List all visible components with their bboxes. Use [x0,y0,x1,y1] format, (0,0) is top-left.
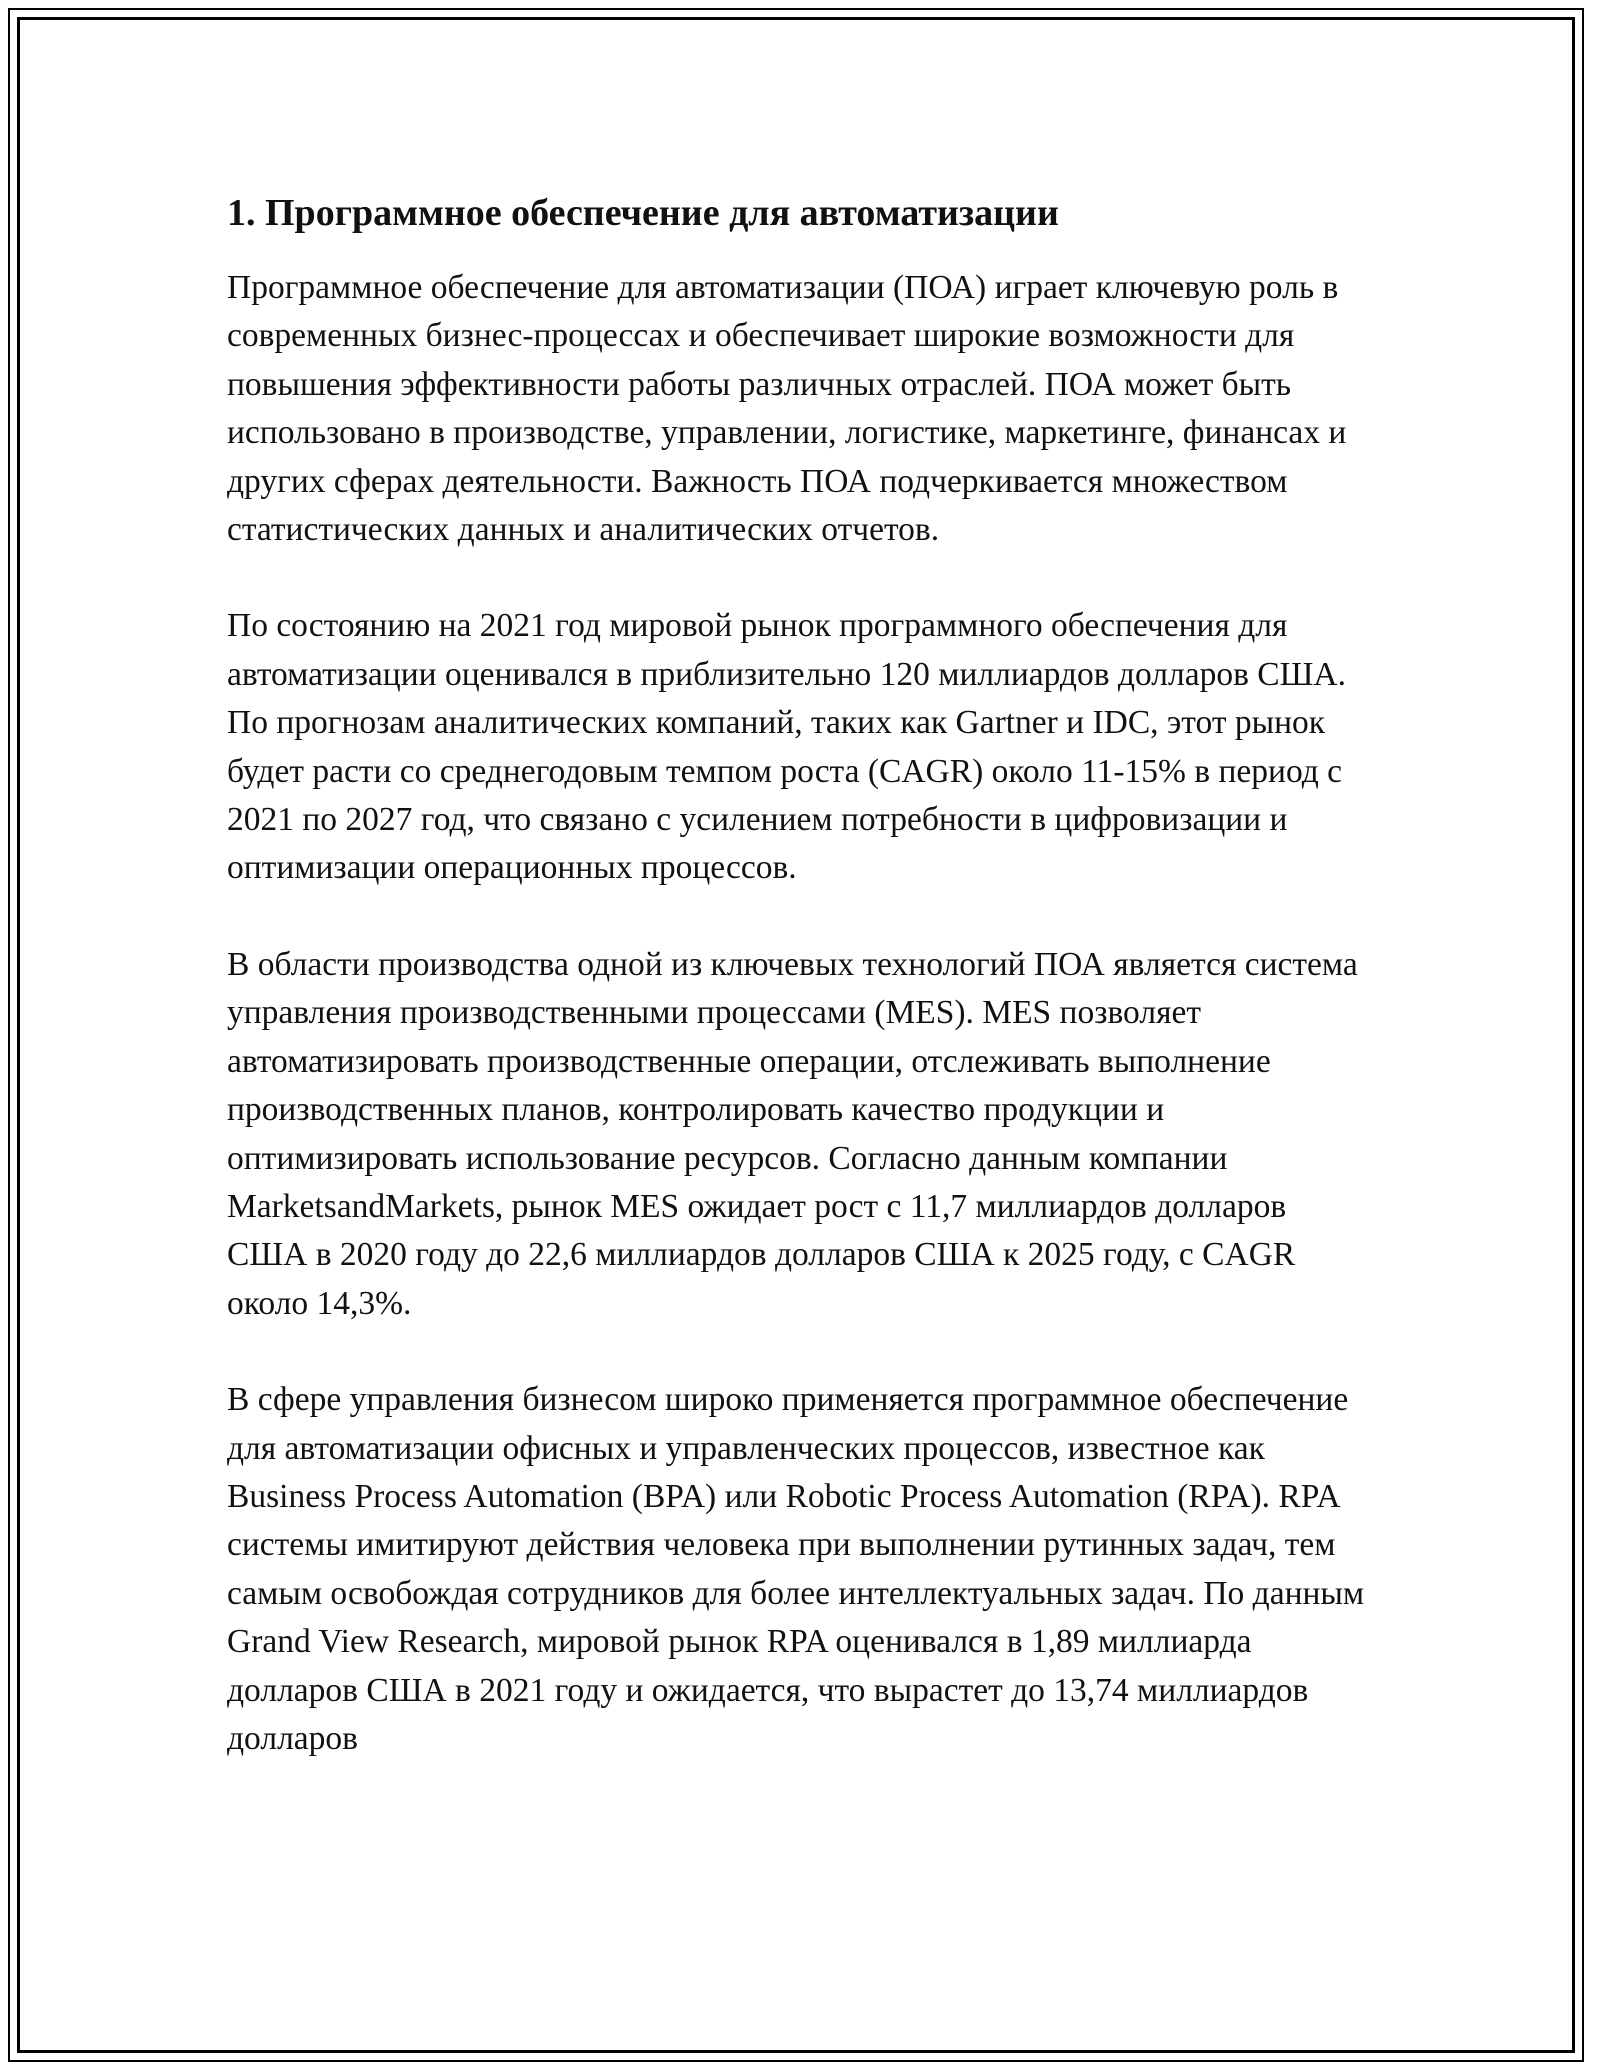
paragraph-rpa: В сфере управления бизнесом широко применяется программное обеспечение для автоматизации офисных и управленческих процессов, известное как Business Process Automation (BPA) или Robotic Process Automation (RPA). RPA системы имитируют действия человека при выполнении рутинных задач, тем самым освобождая сотрудников для более интеллектуальных задач. По данным Grand View Research, мировой рынок RPA оценивался в 1,89 миллиарда долларов США в 2021 году и ожидается, что вырастет до 13,74 миллиардов долларов [227,1381,1365,1757]
section-heading: 1. Программное обеспечение для автоматизации [227,192,1059,234]
paragraph-intro: Программное обеспечение для автоматизации (ПОА) играет ключевую роль в современных бизнес-процессах и обеспечивает широкие возможности для повышения эффективности работы различных отраслей. ПОА может быть использовано в производстве, управлении, логистике, маркетинге, финансах и других сферах деятельности. Важность ПОА подчеркивается множеством статистических данных и аналитических отчетов. [227,269,1347,549]
paragraph-mes: В области производства одной из ключевых технологий ПОА является система управления производственными процессами (MES). MES позволяет автоматизировать производственные операции, отслеживать выполнение производственных планов, контролировать качество продукции и оптимизировать использование ресурсов. Согласно данным компании MarketsandMarkets, рынок MES ожидает рост с 11,7 миллиардов долларов США в 2020 году до 22,6 миллиардов долларов США к 2025 году, с CAGR около 14,3%. [227,945,1358,1322]
document-body [227,180,1367,1811]
paragraph-market: По состоянию на 2021 год мировой рынок программного обеспечения для автоматизации оценивался в приблизительно 120 миллиардов долларов США. По прогнозам аналитических компаний, таких как Gartner и IDC, этот рынок будет расти со среднегодовым темпом роста (CAGR) около 11-15% в период с 2021 по 2027 год, что связано с усилением потребности в цифровизации и оптимизации операционных процессов. [227,607,1346,887]
